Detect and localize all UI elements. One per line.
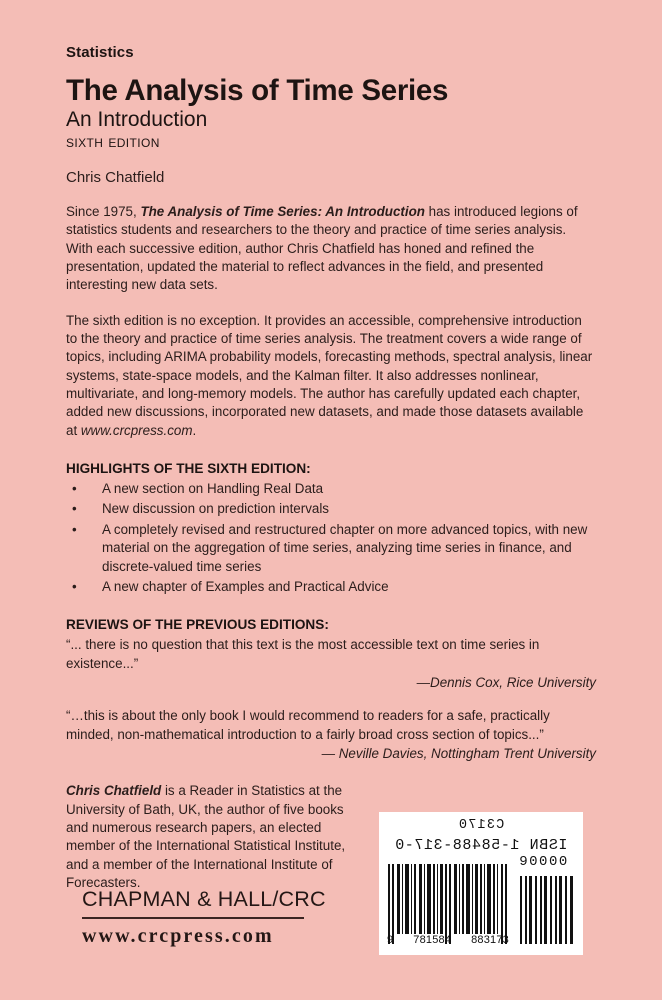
ean13-digits [386, 934, 510, 946]
list-item-text: A completely revised and restructured chapter on more advanced topics, with new material on the aggregation of time series, analyzing time series in finance, and discrete-valued time series [102, 521, 588, 574]
subject-kicker: Statistics [66, 44, 134, 61]
list-item-text: A new chapter of Examples and Practical Advice [102, 578, 389, 594]
highlights-heading [66, 461, 596, 476]
blurb-p1-rest: has introduced legions of statistics students and researchers to the theory and practice of time series analysis. With each successive edition, author Chris Chatfield has honed and refined the presentation, updated the material to reflect advances in the field, and presented interesting new data sets. [66, 203, 578, 293]
list-item [66, 521, 596, 576]
reviews-heading-text: REVIEWS OF THE PREVIOUS EDITIONS [66, 617, 325, 633]
author-name: Chris Chatfield [66, 168, 165, 186]
review-quote-1: “... there is no question that this text is the most accessible text on time series in existence...” [66, 637, 540, 671]
barcode-bars-row [386, 854, 577, 950]
list-item-text: New discussion on prediction intervals [102, 501, 330, 517]
bullet-icon: • [72, 521, 77, 537]
ean13-lead-digit: 9 [387, 934, 394, 946]
bullet-icon: • [72, 481, 77, 497]
review-attribution-2: — Neville Davies, Nottingham Trent University [321, 746, 596, 762]
blurb-p1-lead: Since 1975, [66, 203, 141, 219]
list-item-text: A new section on Handling Real Data [102, 481, 324, 497]
barcode-code-line: C3170 [457, 818, 505, 833]
blurb-paragraph-1 [66, 203, 596, 295]
publisher-name: CHAPMAN & HALL/CRC [82, 887, 326, 911]
reviews-heading [66, 617, 596, 632]
list-item [66, 480, 596, 498]
highlights-list [66, 480, 596, 596]
publisher-url: www.crcpress.com [82, 925, 274, 947]
isbn-barcode-box [379, 812, 583, 955]
publisher-divider [82, 917, 304, 919]
blurb-paragraph-2 [66, 312, 596, 441]
list-item [66, 500, 596, 518]
list-item [66, 578, 596, 596]
publisher-block [82, 887, 326, 948]
author-bio-text: is a Reader in Statistics at the University of Bath, UK, the author of five books and numerous research papers, an elected member of the International Statistical Institute, and a member of the International Institute of Forecasters. [66, 783, 346, 891]
ean13-right-group: 883173 [471, 934, 509, 946]
blurb-p1-title: The Analysis of Time Series: An Introduction [140, 203, 425, 219]
ean13-left-group: 781584 [413, 934, 452, 946]
highlights-heading-text: HIGHLIGHTS OF THE SIXTH EDITION [66, 461, 307, 477]
highlights-heading-colon: : [306, 461, 311, 477]
bullet-icon: • [72, 501, 77, 517]
barcode-addon-digits: 90000 [519, 854, 569, 870]
cover-content [66, 44, 596, 944]
barcode-isbn-line: ISBN 1-58488-317-0 [394, 837, 568, 854]
edition-label: sixth edition [66, 132, 160, 151]
blurb-p2-period: . [192, 422, 197, 438]
review-attribution-1: —Dennis Cox, Rice University [416, 674, 596, 690]
blurb-p2-lead: The sixth edition is no exception. It provides an accessible, comprehensive introduction to the theory and practice of time series analysis. The treatment covers a wide range of topics, including ARIMA probability models, forecasting methods, spectral analysis, linear systems, state-space models, and the Kalman filter. It also addresses nonlinear, multivariate, and long-memory models. The author has carefully updated each chapter, added new discussions, incorporated new datasets, and made those datasets available at [66, 312, 593, 438]
book-subtitle: An Introduction [66, 108, 208, 132]
crcpress-url-inline: www.crcpress.com [80, 422, 193, 438]
book-title: The Analysis of Time Series [66, 74, 449, 107]
author-bio-name: Chris Chatfield [66, 783, 162, 799]
ean5-addon-barcode [519, 876, 575, 944]
review-quote-2: “…this is about the only book I would recommend to readers for a safe, practically minded, non-mathematical introduction to a fairly broad cross section of topics...” [66, 708, 550, 742]
bullet-icon: • [72, 578, 77, 594]
reviews-heading-colon: : [324, 617, 329, 633]
ean13-barcode [386, 864, 508, 944]
